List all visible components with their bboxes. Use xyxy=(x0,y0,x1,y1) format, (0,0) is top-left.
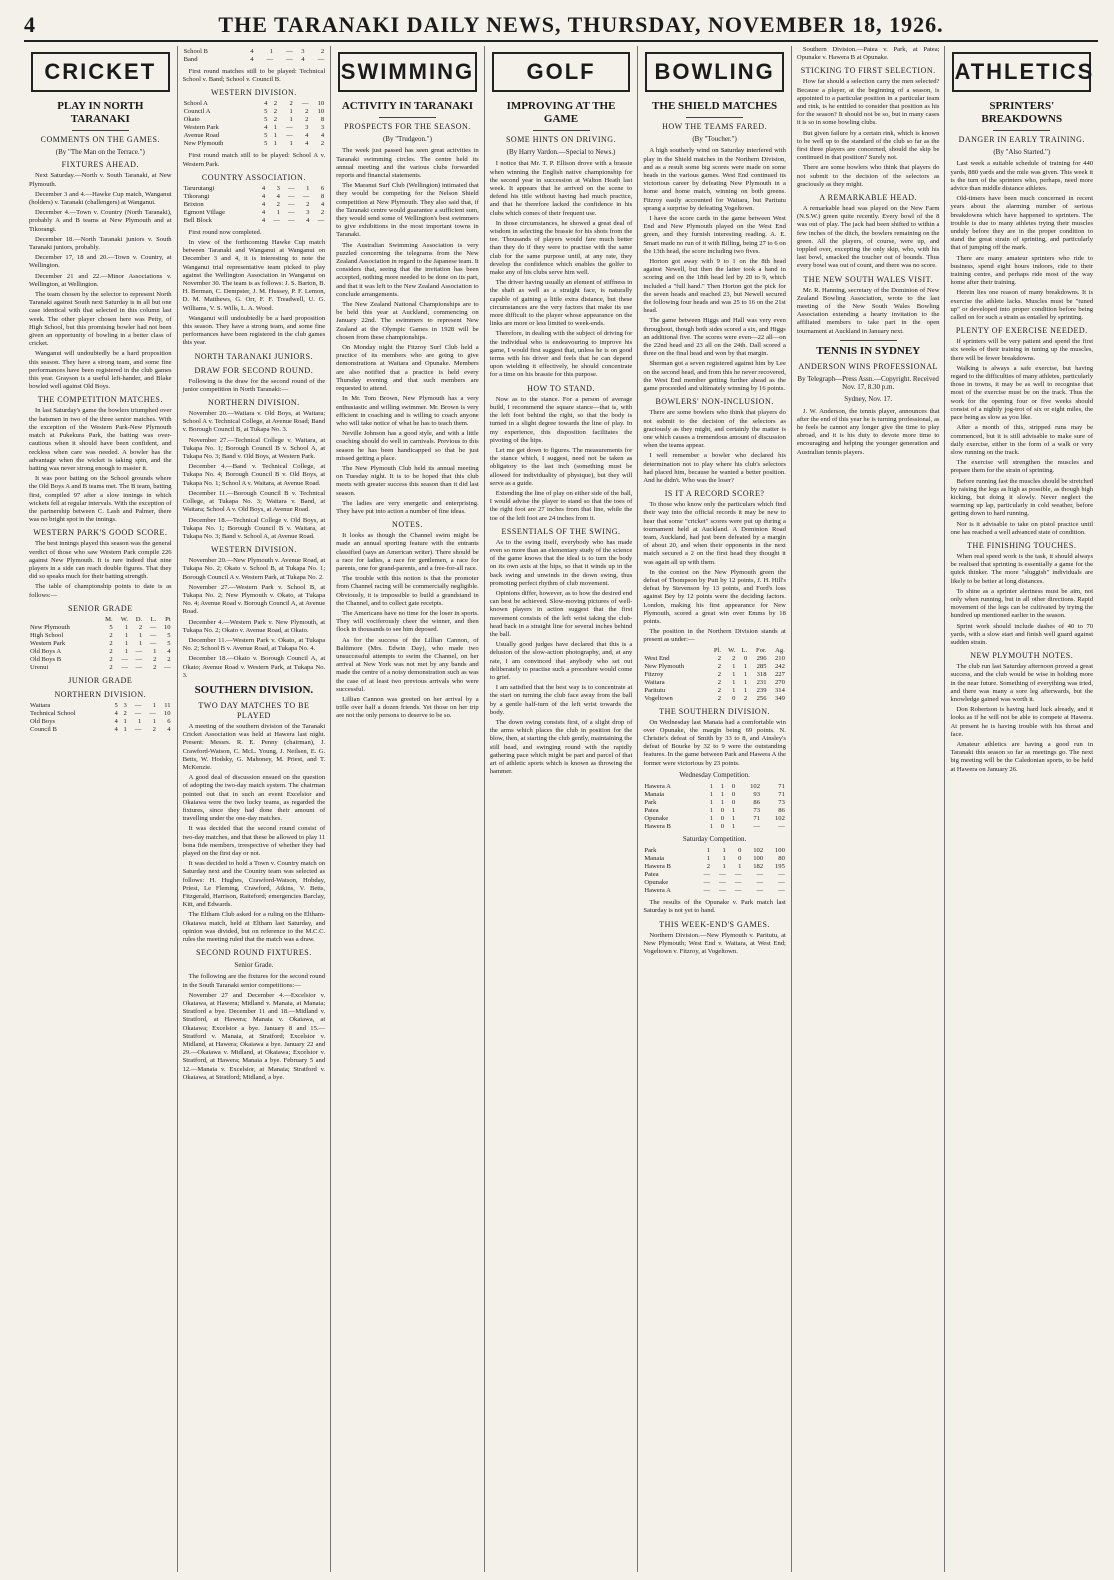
table-row: Hawera B 1 0 1 — — xyxy=(644,823,785,830)
table-row: Manaia 1 1 0 93 71 xyxy=(644,791,785,798)
column-golf xyxy=(485,46,639,1572)
column-cricket-continued xyxy=(178,46,332,1572)
paragraph: The trouble with this notion is that the promoter from Channel racing will be commercially negligible. Obviously, it is impossible to build a grandstand in the Channel, and to collect gate receipts. xyxy=(336,575,479,607)
subheading: Wednesday Competition. xyxy=(679,770,750,779)
subheading: ANDERSON WINS PROFESSIONAL xyxy=(798,361,938,371)
paragraph: It was poor batting on the School grounds where the Old Boys A and B teams met. The B team, batting first, compiled 97 after a slow innings in which wickets fell at regular intervals. With the exception of the partnership between C. Lash and Palmer, there was no bright spot in the innings. xyxy=(29,475,172,524)
paragraph: The New Plymouth Club held its annual meeting on Tuesday night. It is to be hoped that this club meets with greater success this season than it did last season. xyxy=(336,464,479,497)
subheading: IS IT A RECORD SCORE? xyxy=(664,489,765,499)
masthead xyxy=(24,10,1098,42)
subheading: ESSENTIALS OF THE SWING. xyxy=(501,526,621,536)
paragraph: Northern Division.—New Plymouth v. Paritutu, at New Plymouth; West End v. Waitara, at West End; Vogeltown v. Fitzroy, at Vogeltown. xyxy=(643,931,786,956)
list-item: November 27.—Technical College v. Waitara, at Tukapa No. 1; Borough Council B v. School A, at Tukapa No. 3; Band v. Old Boys, at Western Park. xyxy=(182,436,326,461)
table-row: New Plymouth 5 1 1 4 2 xyxy=(183,140,325,148)
paragraph: First round now completed. xyxy=(188,228,262,236)
table-row: Avenue Road 5 1 — 4 4 xyxy=(183,132,325,140)
table-row: Waitara 5 3 — 1 11 xyxy=(30,701,171,709)
paragraph: But given failure by a certain rink, which is known to be well up to the standard of the club so far as the first three players are concerned, should the skip be continued in that position? Surely not. xyxy=(796,129,940,162)
column-swimming xyxy=(331,46,485,1572)
paragraph: Sherman got a seven registered against him by Lee on the second head, and from this he never recovered, the West End member getting further ahead as the game proceeded and ultimately winning by 16 points. xyxy=(643,360,786,393)
subheading: SECOND ROUND FIXTURES. xyxy=(196,948,312,958)
subheading: HOW TO STAND. xyxy=(527,383,595,393)
divider xyxy=(533,130,590,131)
paragraph: Amateur athletics are having a good run in Taranaki this season so far as meetings go. The next big meeting will be the Caledonian sports, to be held at Hawera on January 26. xyxy=(950,741,1094,773)
subheading: JUNIOR GRADE xyxy=(68,675,133,685)
columns xyxy=(24,46,1098,1572)
paragraph: Nor is it advisable to take on pistol practice until one has reached a well advanced state of condition. xyxy=(950,520,1094,536)
senior-grade-table xyxy=(29,616,172,672)
paragraph: Let me get down to figures. The measurements for the stance which, I suggest, need not be taken as obligatory to the last inch (something must be allowed for individuality of physique), but they will serve as a guide. xyxy=(489,446,633,487)
table-header-row: Pl. W. L. For. Ag. xyxy=(713,646,785,654)
list-item: December 18.—Technical College v. Old Boys, at Tukapa No. 1; Borough Council B v. Waitara, at Tukapa No. 3; Band v. School A, at Avenue Road. xyxy=(182,516,326,540)
paragraph: In last Saturday's game the bowlers triumphed over the batsmen in two of the three senior matches. With the exception of the Western Park-New Plymouth match at Pukekura Park, the batting was over-cautious when it should have been confident, and reckless when care was needed. A bowler has the advantage when the wicket is taking spin, and the batting was never strong enough to master it. xyxy=(29,407,172,472)
paragraph: Extending the line of play on either side of the ball, I would advise the player to stand so that the toes of the right foot are 27 inches from that line, while the toe of the left foot are 24 inches from it. xyxy=(489,489,633,522)
paragraph: In view of the forthcoming Hawke Cup match between Taranaki and Wanganui at Wanganui on December 3 and 4, it is interesting to note the Wanganui trial representative team picked to play against the Wellington Association in Wanganui on November 30. The team is as follows: J. S. Barton, B. H. Berman, C. Dempster, J. M. Hussey, P. F. Lemon, D. M. Matthews, G. Orr, F. F. Treadwell, U. G. Williams, V. S. Wills, L. A. Wood. xyxy=(182,239,326,312)
paragraph: The ladies are very energetic and enterprising. They have put into action a number of fine ideas. xyxy=(336,499,479,515)
paragraph: Last week a suitable schedule of training for 440 yards, 880 yards and the mile was given. This week it is the turn of the sprinters who, perhaps, need more advice than middle distance athletes. xyxy=(950,160,1094,193)
list-item: December 11.—Western Park v. Okato, at Tukapa No. 2; School B v. Avenue Road, at Tukapa No. 4. xyxy=(182,636,326,653)
paragraph: The following are the fixtures for the second round in the South Taranaki senior competitions:— xyxy=(182,973,326,989)
paragraph: The Australian Swimming Association is very puzzled concerning the telegrams from the New Zealand Association in regard to the Japanese team. It considers that, seeing that the invitation has been accepted, nothing more needed to be done on its part, and that it was left to the New Zealand Association to conclude arrangements. xyxy=(336,241,479,298)
fixture-item: December 17, 18 and 20.—Town v. Country, at Wellington. xyxy=(29,254,172,270)
fixture-item: Next Saturday.—North v. South Taranaki, at New Plymouth. xyxy=(29,172,172,188)
table-row: Urenui 2 — — 2 — xyxy=(30,663,171,671)
subheading: NORTH TARANAKI JUNIORS. xyxy=(194,351,314,361)
section-heading-athletics: ATHLETICS xyxy=(952,52,1091,92)
table-row: Hawera B 2 1 1 182 195 xyxy=(644,863,785,871)
table-row: Hawera A — — — — — xyxy=(644,887,785,895)
table-row: Opunake 1 0 1 71 102 xyxy=(644,815,785,822)
table-row: Okato 5 2 1 2 8 xyxy=(183,116,325,124)
subheading: COUNTRY ASSOCIATION. xyxy=(201,172,306,182)
list-item: December 4.—Western Park v. New Plymouth, at Tukapa No. 2; Okato v. Avenue Road, at Okato. xyxy=(182,618,326,634)
headline: IMPROVING AT THE GAME xyxy=(506,100,616,126)
subheading: NOTES. xyxy=(392,520,423,530)
paragraph: First round matches still to be played: Technical School v. Band; School v. Council B. xyxy=(182,68,326,84)
paragraph: It was decided to hold a Town v. Country match on Saturday next and the Country team was selected as follows: H. Hughes, Crawford-Watson, Hobday, Priest, Le Fleming, Crawford, Atkins, V. Betts, Fitzgerald, Harrison, Raiteford; emergencies Barclay, Kitt, and Edwards. xyxy=(182,860,326,909)
paragraph: Before running fast the muscles should be stretched by raising the legs as high as possible, as though high kicking, but doing it slowly. Never neglect the warming up lap, particularly in cold weather, before getting down to hard running. xyxy=(950,477,1094,518)
table-row: Old Boys 4 1 1 1 6 xyxy=(30,717,171,725)
northern-standings-table xyxy=(643,647,786,703)
table-row: Manaia 1 1 0 100 80 xyxy=(644,855,785,863)
paragraph: Don Robertson is having hard luck already, and it looks as if he will not be able to compete at Hawera. At present he is having trouble with his throat and face. xyxy=(950,706,1094,738)
column-bowling xyxy=(638,46,792,1572)
divider xyxy=(840,340,897,341)
byline: (By "The Man on the Terrace.") xyxy=(55,148,145,157)
paragraph: Walking is always a safe exercise, but having regard to the difficulties of many athletes, particularly those in towns, it may be as well to recognise that most of the exercise must be on the track. Thus the work for the opening four or five weeks should consist of a nightly jog-trot of six or eight miles, the pace being as slow as you like. xyxy=(950,364,1094,422)
list-item: December 18.—Okato v. Borough Council A, at Okato; Avenue Road v. Western Park, at Tukapa No. 3. xyxy=(182,655,326,679)
fixture-item: December 21 and 22.—Minor Associations v. Wellington, at Wellington. xyxy=(29,272,172,288)
subheading: DANGER IN EARLY TRAINING. xyxy=(958,135,1085,145)
fixture-item: December 4.—Town v. Country (North Taranaki), probably A and B teams at New Plymouth and at Tikorangi. xyxy=(29,209,172,233)
paragraph: The club run last Saturday afternoon proved a great success, and the club would be wise in holding more in the near future. Something of everything was tried, and there was many a sore leg afterwards, but the knowledge gained was worth it. xyxy=(950,663,1094,703)
paragraph: The driver having usually an element of stiffness in the shaft as well as a straight face, is naturally capable of gaining a little extra distance, but these circumstances are the very factors that make its use more difficult to the player whose appearance on the links are more or less limited to week-ends. xyxy=(489,279,633,328)
table-row: Patea — — — — — xyxy=(644,871,785,879)
subheading: PROSPECTS FOR THE SEASON. xyxy=(344,122,471,132)
paragraph: Sprint work should include dashes of 40 to 70 yards, with a slow start and finish well guard against sudden strain. xyxy=(950,622,1094,646)
table-row: Western Park 2 1 1 — 5 xyxy=(30,639,171,647)
byline: By Telegraph—Press Assn.—Copyright. Received Nov. 17, 8.30 p.m. xyxy=(797,374,939,392)
subheading: PLENTY OF EXERCISE NEEDED. xyxy=(955,326,1088,336)
paragraph: I well remember a bowler who declared his determination not to play where his club's selectors had placed him, because he wanted a better position. And he didn't. Who was the loser? xyxy=(643,452,786,484)
subheading: THE FINISHING TOUCHES. xyxy=(967,540,1077,550)
paragraph: The results of the Opunake v. Park match last Saturday is not yet to hand. xyxy=(643,899,786,915)
paragraph: On Monday night the Fitzroy Surf Club held a practice of its members who are going to give demonstrations at Waitara and Opunake. Members are also notified that a practice is held every Thursday evening and that such members are requested to attend. xyxy=(336,344,479,393)
table-row: Western Park 4 1 — 3 3 xyxy=(183,124,325,132)
subheading: HOW THE TEAMS FARED. xyxy=(662,122,768,132)
paragraph: The position in the Northern Division stands at present as under:— xyxy=(643,628,786,644)
paragraph: The New Zealand National Championships are to be held this year at Auckland, commencing on January 22nd. The swimmers to represent New Zealand at the Olympic Games in 1928 will be chosen from these championships. xyxy=(336,301,479,341)
list-item: November 27.—Western Park v. School B, at Tukapa No. 2; New Plymouth v. Okato, at Tukapa No. 4; Avenue Road v. Borough Council A, at Avenue Road. xyxy=(182,583,326,616)
paragraph: I am satisfied that the best way is to concentrate at the start on turning the club face away from the ball by a gentle half-turn of the left wrist towards the body. xyxy=(489,684,633,716)
paragraph: J. W. Anderson, the tennis player, announces that after the end of this year he is turning professional, as he feels he cannot any longer give the time to play abroad, and it is his duty to devote more time to encouraging and helping the younger generation and Australian tennis players. xyxy=(796,407,940,456)
list-item: December 11.—Borough Council B v. Technical College, at Tukapa No. 3; Waitara v. Band, at Waitara; School A v. Old Boys, at Avenue Road. xyxy=(182,489,326,514)
paragraph: First round match still to be played: School A v. Western Park. xyxy=(182,152,326,168)
western-division-table xyxy=(183,100,326,148)
table-row: Old Boys A 2 1 — 1 4 xyxy=(30,647,171,655)
page-number: 4 xyxy=(24,12,35,37)
paragraph: Therefore, in dealing with the subject of driving for the individual who is endeavouring to improve his game, I would first suggest that, unless he is on good terms with his driver and feels that he can depend upon wielding it effectively, he should concentrate for a time on his brassie for this purpose. xyxy=(489,330,633,379)
divider xyxy=(72,130,129,131)
table-row: Waitara 2 1 1 231 270 xyxy=(644,678,785,686)
paragraph: Lillian Cannon was greeted on her arrival by a trifle over half a dozen friends. Yet those on her trip are not the only persons to deserve to be so. xyxy=(336,696,479,720)
fixture-item: December 18.—North Taranaki juniors v. South Taranaki juniors, probably. xyxy=(29,235,172,252)
section-heading-swimming: SWIMMING xyxy=(338,52,477,92)
table-row: Council A 5 2 1 2 10 xyxy=(183,108,325,116)
paragraph: To shine as a sprinter alertness must be aim, not only when running, but in all other directions. Rapid movement of the legs can be cultivated by trying the hundred up mentioned earlier in the season. xyxy=(950,587,1094,620)
paragraph: Wanganui will undoubtedly be a hard proposition this season. They have a strong team, and some fine performances have been registered in the club games this year. Grayson is a useful left-hander, and Blake bowled well against Old Boys. xyxy=(29,350,172,391)
paragraph: As to the swing itself, everybody who has made even so more than an elementary study of the science of the game knows that the ideal is to turn the body on its own axis at the hips, so that it winds up in the back swing and unwinds in the down swing, thus promoting perfect rhythm of club movement. xyxy=(489,538,633,587)
table-row: Technical School 4 2 — — 10 xyxy=(30,709,171,717)
paragraph: If sprinters will be very patient and spend the first six weeks of their training in tuning up the muscles, there will be fewer breakdowns. xyxy=(950,338,1094,362)
subheading: NORTHERN DIVISION. xyxy=(54,689,147,699)
subheading: THE NEW SOUTH WALES VISIT. xyxy=(803,274,933,284)
headline: TENNIS IN SYDNEY xyxy=(816,344,921,357)
junior-grade-table xyxy=(29,702,172,734)
table-row: School B 4 1 — 3 2 xyxy=(183,48,325,55)
table-row: Bell Block 4 — — 4 — xyxy=(183,216,325,224)
subheading: BOWLERS' NON-INCLUSION. xyxy=(655,397,774,407)
subheading: SENIOR GRADE xyxy=(68,603,133,613)
paragraph: How far should a selection carry the men selected? Because a player, at the beginning of a season, is appointed to a particular position in a particular team and rink, is he entitled to consider that position as his for the season? It should not be so, but in many cases it is so in some bowling clubs. xyxy=(796,78,940,127)
subheading: WESTERN DIVISION. xyxy=(210,545,297,555)
paragraph: There are some bowlers who think that players do not submit to the decision of the selectors as graciously as they might. xyxy=(796,164,940,188)
paragraph: After a month of this, stripped runs may be commenced, but it is still advisable to make sure of daily exercise, either in the form of a walk or very slow running on the track. xyxy=(950,424,1094,456)
subheading: Senior Grade. xyxy=(234,961,274,970)
paragraph: Herein lies one reason of many breakdowns. It is exercise the athlete lacks. Muscles must be "tuned up" or developed into proper condition before being called on for such a strain as entailed by sprinting. xyxy=(950,289,1094,322)
subheading: FIXTURES AHEAD. xyxy=(61,160,139,170)
paragraph: Neville Johnson has a good style, and with a little coaching should do well in carnivals. Previous to this season he has been handicapped so that he just missed getting a place. xyxy=(336,430,479,462)
paragraph: November 27 and December 4.—Excelsior v. Okaiawa, at Hawera; Midland v. Manaia, at Manaia; Stratford a bye. December 11 and 18.—Midland v. Stratford, at Hawera; Manaia v. Okaiawa, at Okaiawa; Excelsior a bye. January 8 and 15.—Stratford v. Manaia, at Stratford; Excelsior v. Midland, at Hawera; Okaiawa a bye. January 22 and 29.—Okaiawa v. Midland, at Okaiawa; Excelsior v. Stratford, at Hawera; Manaia a bye. February 5 and 12.—Manaia v. Excelsior, at Manaia; Stratford v. Okaiawa, at Stratford; Midland, a bye. xyxy=(182,991,326,1081)
paragraph: A high southerly wind on Saturday interfered with play in the Shield matches in the Northern Division, and as a result some big scores were made on some heads in the various games. West End continued its victorious career by defeating New Plymouth in a home and home match, winning on both greens. Fitzroy easily accounted for Waitara, but Paritutu sprang a surprise by defeating Vogeltown. xyxy=(643,147,786,212)
table-row: Park 1 1 0 86 73 xyxy=(644,799,785,806)
subheading: THE SOUTHERN DIVISION. xyxy=(659,706,770,716)
paragraph: Opinions differ, however, as to how the desired end can best be achieved. Slow-moving pictures of well-known players in action suggest that the first movement consists of the left wrist taking the club-head back in a straight line for several inches behind the ball. xyxy=(489,589,633,638)
paragraph: Old-timers have been much concerned in recent years about the alarming number of serious breakdowns which have happened to sprinters. The trouble is due to many athletes trying their muscles unduly before they are in the proper condition to stand the great strain of sprinting, and particularly that of jumping off the mark. xyxy=(950,195,1094,252)
byline: (By "Trudgeon.") xyxy=(382,135,432,144)
list-item: November 20.—Waitara v. Old Boys, at Waitara; School A v. Technical College, at Avenue Road; Band v. Borough Council B, at Tukapa No. 3. xyxy=(182,410,326,434)
dateline: Sydney, Nov. 17. xyxy=(844,395,893,404)
paragraph: Now as to the stance. For a person of average build, I recommend the square stance—that is, with the left foot behind the right, so that the body is turned in a slight degree towards the line of play. In my experience, this disposition facilitates the pivoting of the hips. xyxy=(489,395,633,444)
country-association-table xyxy=(183,185,326,225)
subheading: WESTERN PARK'S GOOD SCORE. xyxy=(33,528,168,538)
saturday-table xyxy=(643,847,786,895)
byline: (By Harry Vardon.—Special to News.) xyxy=(506,148,616,157)
paragraph: The Americans have no time for the loser in sports. They will vociferously cheer the winner, and then flock in thousands to see him deposed. xyxy=(336,609,479,634)
table-row: Park 1 1 0 102 100 xyxy=(644,847,785,855)
paragraph: As for the success of the Lillian Cannon, of Baltimore (Mrs. Edwin Day), who made two unsuccessful attempts to swim the Channel, on her arrival at New York was not met by any bands and made the centre of a noisy demonstration such as was the case of at least two previous arrivals who were successful. xyxy=(336,636,479,693)
byline: (By "Also Started.") xyxy=(993,148,1051,157)
paragraph: The table of championship points to date is as follows:— xyxy=(29,583,172,599)
table-header-row: M. W. D. L. Pt xyxy=(105,615,171,623)
paragraph: Mr. R. Hanning, secretary of the Dominion of New Zealand Bowling Association, wrote to the last meeting of the New South Wales Bowling Association extending a hearty invitation to the affiliated members to take part in the open tournament at Auckland in January next. xyxy=(796,286,940,335)
table-row: Vogeltown 2 0 2 256 349 xyxy=(644,694,785,702)
section-heading-bowling: BOWLING xyxy=(645,52,784,92)
table-row: Egmont Village 4 1 — 3 2 xyxy=(183,208,325,216)
subheading: Saturday Competition. xyxy=(682,835,747,843)
paragraph: On Wednesday last Manaia had a comfortable win over Opunake, the margin being 69 points. N. Christie's defeat of Smith by 33 to 8, and Ainsley's defeat of Bourke by 32 to 9 were the outstanding features. In the game between Park and Hawera A the former were victorious by 23 points. xyxy=(643,718,786,767)
paragraph: A remarkable head was played on the New Farm (N.S.W.) green quite recently. Every bowl of the 8 was out of play. The jack had been shifted to within a few inches of the ditch, the bowlers remaining on the green. All the players, of course, were up, and toppled over, excepting the only skip, who, with his last bowl, smacked the toucher out of bounds. Thus every bowl was out of count, and there was no score. xyxy=(796,205,940,270)
headline: ACTIVITY IN TARANAKI xyxy=(341,100,474,113)
paragraph: In Mr. Tom Brown, New Plymouth has a very enthusiastic and willing swimmer. Mr. Brown is very efficient in coaching and is willing to coach anyone who will take notice of what he has to teach them. xyxy=(336,395,479,427)
paragraph: I notice that Mr. T. P. Ellison drove with a brassie when winning the English native championship for the second year in succession at Walton Heath last week. It appears that he arrived on the scene to defend his title without having had much practice, and that he therefore lacked the confidence in his clubs which comes of their frequent use. xyxy=(489,160,633,217)
table-row: Patea 1 0 1 73 86 xyxy=(644,807,785,814)
fixture-item: December 3 and 4.—Hawke Cup match, Wanganui (holders) v. Taranaki (challengers) at Wanganui. xyxy=(29,190,172,207)
list-item: December 4.—Band v. Technical College, at Tukapa No. 4; Borough Council B v. Old Boys, at Tukapa No. 1; School A v. Waitara, at Avenue Road. xyxy=(182,463,326,487)
list-item: November 20.—New Plymouth v. Avenue Road, at Tukapa No. 2; Okato v. School B, at Tukapa No. 1; Borough Council A v. Western Park, at Tukapa No. 2. xyxy=(182,557,326,581)
paragraph: I have the score cards in the game between West End and New Plymouth played on the West End green, and they furnish interesting reading. A. E. Smart made no run of it with Billing, being 27 to 6 on the 13th head, the score including two fives. xyxy=(643,215,786,255)
newspaper-title: THE TARANAKI DAILY NEWS, THURSDAY, NOVEMBER 18, 1926. xyxy=(218,12,944,37)
section-heading-golf: GOLF xyxy=(492,52,631,92)
paragraph: It was decided that the second round consist of two-day matches, and that these be allowed to play 11 bona fide members, irrespective of whether they had played on the first day or not. xyxy=(182,825,326,857)
table-row: Hawera A 1 1 0 102 71 xyxy=(644,783,785,790)
paragraph: The week just passed has seen great activities in Taranaki swimming circles. The centre held its annual meeting and the various clubs forwarded reports and financial statements. xyxy=(336,147,479,180)
table-row: Brixton 4 2 — 2 4 xyxy=(183,200,325,208)
paragraph: When real speed work is the task, it should always be realised that sprinting is essentially a game for the quick thinker. The more "sluggish" individuals are likely to be better at long distances. xyxy=(950,552,1094,585)
paragraph: There are some bowlers who think that players do not submit to the decision of the selectors as graciously as they might, and certainly the matter is one which causes a tremendous amount of discussion when the teams appear. xyxy=(643,409,786,450)
subheading: NORTHERN DIVISION. xyxy=(208,398,300,408)
table-row: New Plymouth 5 1 2 — 10 xyxy=(30,623,171,631)
subheading: COMMENTS ON THE GAMES. xyxy=(40,135,160,145)
column-cricket xyxy=(24,46,178,1572)
table-row: Band 4 — — 4 — xyxy=(183,56,325,63)
paragraph: There are many amateur sprinters who ride to business, spend eight hours indoors, ride to their training centre, and perhaps ride most of the way home after their training. xyxy=(950,254,1094,287)
paragraph: The Maranui Surf Club (Wellington) intimated that they would be competing for the Nelson Shield competition at New Plymouth. They also said that, if the Taranaki centre would guarantee a sufficient sum, they would send some of Wellington's best swimmers to give exhibitions in the most important towns in Taranaki. xyxy=(336,182,479,239)
paragraph: Wanganui will undoubtedly be a hard proposition this season. They have a strong team, and some fine performances have been registered in the club games this year. xyxy=(182,314,326,347)
table-row: Tikorangi 4 4 — — 8 xyxy=(183,192,325,200)
section-heading-cricket: CRICKET xyxy=(31,52,170,92)
subheading: STICKING TO FIRST SELECTION. xyxy=(800,66,936,76)
headline: SOUTHERN DIVISION. xyxy=(194,683,314,696)
divider xyxy=(686,117,743,118)
table-row: New Plymouth 2 1 1 285 242 xyxy=(644,662,785,670)
paragraph: Horton got away with 9 to 1 on the 8th head against Newell, but then the latter took a hand in scoring and on the 18th head led by 20 to 9, which included a "full hand." Then Horton got the pick for the seven heads and reached 23, but Newell secured the following four heads and was 25 to 16 on the 21st head. xyxy=(643,258,786,315)
table-row: Opunake — — — — — xyxy=(644,879,785,887)
column-bowling-continued xyxy=(792,46,946,1572)
table-row: West End 2 2 0 296 210 xyxy=(644,654,785,662)
table-row: High School 2 1 1 — 5 xyxy=(30,631,171,639)
table-row: Old Boys B 2 — — 2 2 xyxy=(30,655,171,663)
paragraph: The exercise will strengthen the muscles and prepare them for the strain of sprinting. xyxy=(950,459,1094,475)
divider xyxy=(379,117,436,118)
paragraph: Southern Division.—Patea v. Park, at Patea; Opunake v. Hawera B at Opunake. xyxy=(796,46,940,62)
table-row: Tarurutangi 4 3 — 1 6 xyxy=(183,184,325,192)
subheading: DRAW FOR SECOND ROUND. xyxy=(194,365,314,375)
subheading: SOME HINTS ON DRIVING. xyxy=(505,135,617,145)
paragraph: The down swing consists first, of a slight drop of the arms which places the club in position for the blow, then, at starting the club gently, maintaining the still head, and swinging round with the rapidly gathering pace which might be part and parcel of that art of athletic sports which is known as throwing the hammer. xyxy=(489,719,633,776)
paragraph: The team chosen by the selector to represent North Taranaki against South next Saturday is in all but one case identical with that selected in this column last week. The other player chosen here was Petty, of High School, but this promising bowler had not been given an opportunity of bowling in a better class of cricket. xyxy=(29,291,172,348)
subheading: TWO DAY MATCHES TO BE PLAYED xyxy=(198,700,310,720)
table-row: Council B 4 1 — 2 4 xyxy=(30,725,171,733)
paragraph: The best innings played this season was the general verdict of those who saw Western Park compile 226 against New Plymouth. It is rare indeed that nine players in a side can reach double figures. That they did so speaks much for their batting strength. xyxy=(29,540,172,581)
paragraph: Following is the draw for the second round of the junior competition in North Taranaki:— xyxy=(182,377,326,393)
paragraph: In the contest on the New Plymouth green the defeat of Thompson by Putt by 12 points, J. H. Hill's defeat by Stevenson by 13 points, and Ford's loss against Bey by 12 points were the deciding factors. London, making his first appearance for New Plymouth, scored a great win over Emms by 18 points. xyxy=(643,568,786,625)
byline: (By "Toucher.") xyxy=(692,135,737,144)
headline: SPRINTERS' BREAKDOWNS xyxy=(981,100,1063,126)
standings-table xyxy=(183,48,326,64)
paragraph: The Eltham Club asked for a ruling on the Eltham-Okaiawa match, held at Eltham last Saturday, and opinion was divided, but on reference to the M.C.C. rules the meeting ruled that the match was a draw. xyxy=(182,911,326,944)
subheading: THIS WEEK-END'S GAMES. xyxy=(659,919,770,929)
headline: PLAY IN NORTH TARANAKI xyxy=(57,100,144,126)
paragraph: It looks as though the Channel swim might be made an annual sporting feature with the entrants classified (says an American writer). There should be a race for ladies, a race for gentlemen, a race for parents, one for grand-parents, and a free-for-all race. xyxy=(336,532,479,572)
table-row: School A 4 2 2 — 10 xyxy=(183,100,325,108)
column-athletics xyxy=(945,46,1098,1572)
wednesday-table xyxy=(643,783,786,831)
subheading: NEW PLYMOUTH NOTES. xyxy=(970,651,1074,661)
paragraph: To those who know only the particulars which find their way into the official records it may be new to hear that some "cricket" scores were put up during a tournament held at Auckland. A Dominion Road team, Auckland, had just been defeated by a margin of about 20, and when their opponents in the next match secured a 2 on the first head they thought it was again all up with them. xyxy=(643,501,786,566)
headline: THE SHIELD MATCHES xyxy=(652,100,778,113)
paragraph: The game between Higgs and Hall was very even throughout, though both sides scored a six, and Higgs an additional five. The scores were even—22 all—on the 22nd head and 23 all on the 24th. Dall scored a three on the final head and won by that margin. xyxy=(643,317,786,358)
subheading: THE COMPETITION MATCHES. xyxy=(37,395,163,405)
paragraph: In those circumstances, he showed a great deal of wisdom in selecting the brassie for his shots from the tee. Thousands of players would fare much better than they do if they were to practise with the same club for the same purpose until, at any rate, they develop the confidence which enables the golfer to make any of his clubs serve him well. xyxy=(489,219,633,277)
paragraph: A good deal of discussion ensued on the question of adopting the two-day match system. The chairman pointed out that in such an event Excelsior and Okaiawa were the two lucky teams, as regarded the fixtures, since they had done their amount of travelling under the one-day matches. xyxy=(182,774,326,823)
divider xyxy=(993,130,1050,131)
table-row: Paritutu 2 1 1 239 314 xyxy=(644,686,785,694)
subheading: A REMARKABLE HEAD. xyxy=(819,193,918,203)
table-row: Fitzroy 2 1 1 318 227 xyxy=(644,670,785,678)
paragraph: Usually good judges have declared that this is a delusion of the slow-action photography, and, at any rate, I am convinced that anybody who set out deliberately to practise such a procedure would come to grief. xyxy=(489,641,633,681)
subheading: WESTERN DIVISION. xyxy=(210,88,297,98)
paragraph: A meeting of the southern division of the Taranaki Cricket Association was held at Hawera last night. Present: Messrs. R. E. Penny (chairman), J. Crawford-Watson, C. McL. Young, J. Neilsen, E. G. Betts, W. Hodsky, G. Mahoney, M. Priest, and T. McKenzie. xyxy=(182,722,326,771)
